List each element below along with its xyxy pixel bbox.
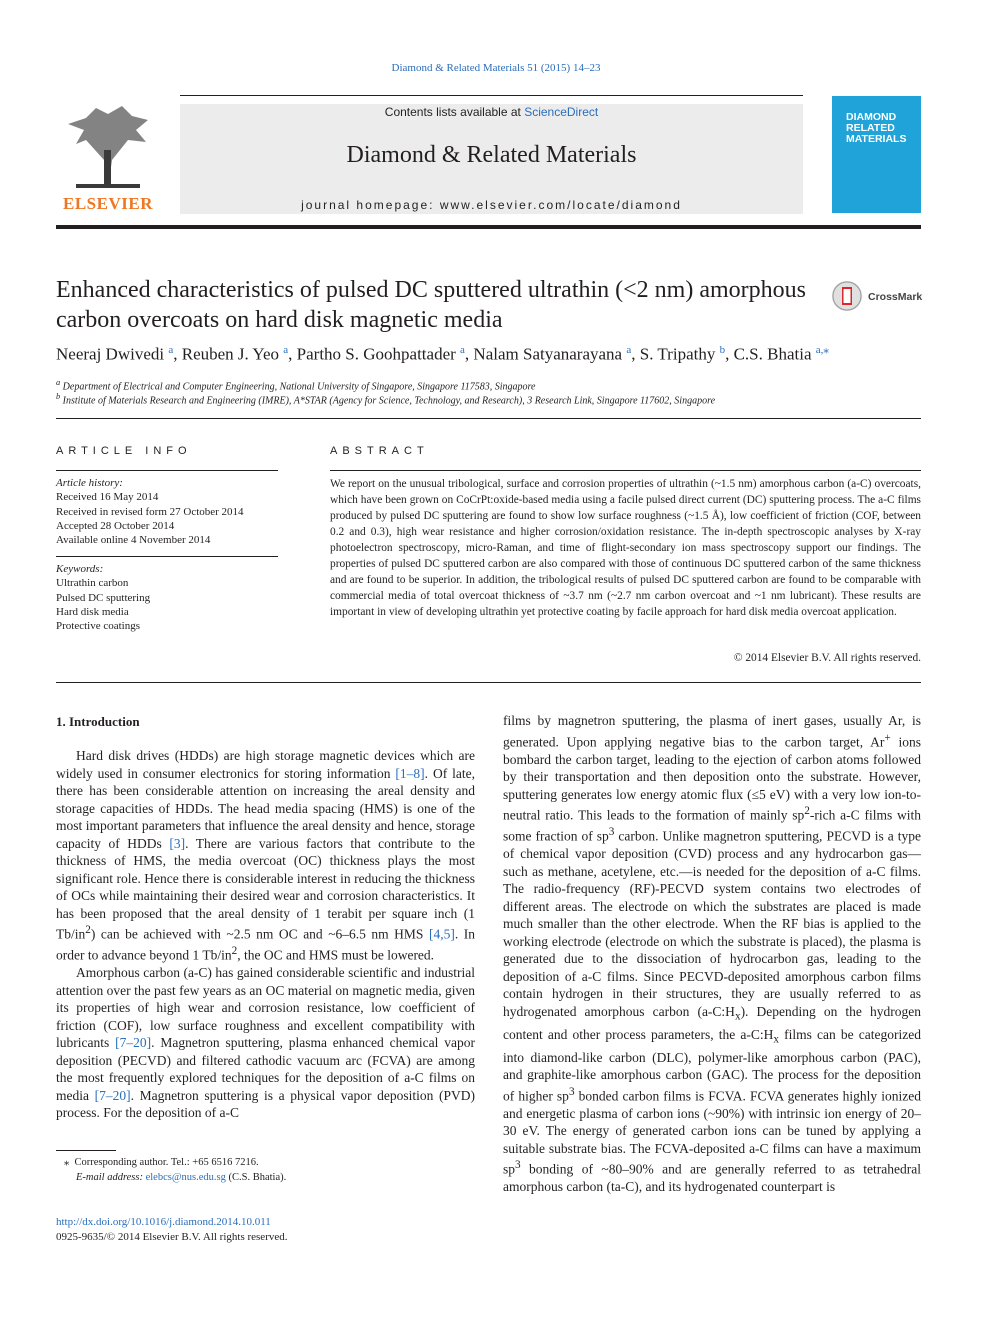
citation-link[interactable]: [3] <box>169 835 186 851</box>
author-separator: , <box>631 344 640 364</box>
cover-title-line: RELATED <box>846 122 895 134</box>
superscript: 3 <box>515 1159 521 1172</box>
article-info-heading: ARTICLE INFO <box>56 445 192 457</box>
superscript: 3 <box>608 826 615 838</box>
cover-title-line: DIAMOND <box>846 111 897 123</box>
text-run: films can be categorized into diamond-like carbon (DLC), polymer-like amorphous carbon (PAC), and graphite-like amorphous carbon (GAC). The process for the deposition of higher sp <box>503 1026 921 1104</box>
section-heading-introduction: 1. Introduction <box>56 714 140 729</box>
text-run: ions bombard the carbon target, leading to the ejection of carbon atoms followed by their transportation and then deposition onto the substrate. However, sputtering generates low energy atomic flux (≤5 eV) with a very low ion-to-neutral ratio. This leads to the formation of mainly sp <box>503 734 922 823</box>
text-run: ). Depending on the hydrogen content and other process parameters, the a-C:H <box>503 1003 921 1042</box>
affiliation-rule <box>56 418 921 419</box>
superscript: 2 <box>804 805 810 817</box>
crossmark-icon[interactable] <box>832 281 862 311</box>
superscript: + <box>884 731 891 744</box>
sciencedirect-link[interactable]: ScienceDirect <box>524 105 599 119</box>
email-link[interactable]: elebcs@nus.edu.sg <box>145 1172 226 1183</box>
keywords-block <box>56 562 278 633</box>
online-date: Available online 4 November 2014 <box>56 534 211 547</box>
author-separator: , <box>288 344 297 364</box>
author-name[interactable]: Reuben J. Yeo <box>181 344 280 364</box>
author-affiliation-mark[interactable]: a <box>168 344 174 356</box>
journal-citation-link[interactable]: Diamond & Related Materials 51 (2015) 14–23 <box>391 62 601 74</box>
author-separator: , <box>725 344 734 364</box>
text-run: bonding of ~80–90% and are generally referred to as tetrahedral amorphous carbon (ta-C), and its hydrogenated counterpart is <box>503 1161 921 1195</box>
author-name[interactable]: Nalam Satyanarayana <box>473 344 623 364</box>
article-history <box>56 476 278 547</box>
doi-block <box>56 1215 288 1245</box>
issn-copyright: 0925-9635/© 2014 Elsevier B.V. All rights reserved. <box>56 1231 288 1243</box>
superscript: 3 <box>568 1085 575 1098</box>
author-name[interactable]: Partho S. Goohpattader <box>296 344 456 364</box>
journal-homepage[interactable]: journal homepage: www.elsevier.com/locate/diamond <box>301 198 682 212</box>
author-affiliation-mark[interactable]: b <box>719 344 726 356</box>
article-info-rule <box>56 470 278 471</box>
text-run: -rich a-C films with some fraction of sp <box>503 807 921 844</box>
contents-prefix: Contents lists available at <box>384 105 525 119</box>
author-affiliation-mark[interactable]: a <box>626 344 632 356</box>
abstract-bottom-rule <box>56 682 921 683</box>
keywords-rule <box>56 556 278 557</box>
affiliation-b <box>56 392 936 406</box>
author-name[interactable]: C.S. Bhatia <box>733 344 812 364</box>
accepted-date: Accepted 28 October 2014 <box>56 519 175 532</box>
header-rule-thin <box>180 95 803 96</box>
text-run: ) can be achieved with ~2.5 nm OC and ~6–6.5 nm HMS <box>90 926 429 942</box>
paragraph <box>56 964 475 1122</box>
citation-link[interactable]: [4,5] <box>428 926 455 942</box>
footnote-rule <box>56 1150 116 1151</box>
author-separator: , <box>173 344 182 364</box>
header-rule-thick <box>56 225 921 229</box>
footnote-mark: ⁎ <box>64 1157 70 1168</box>
abstract-text: We report on the unusual tribological, surface and corrosion properties of ultrathin (~1.5 nm) amorphous carbon (a-C) overcoats, which have been grown on CoCrPt:oxide-based media using a facile pulsed direct current (DC) sputtering process. The a-C films produced by pulsed DC sputtering are found to show low surface roughness (~1.5 Å), low coefficient of friction (COF, between 0.2 and 0.3), high wear resistance and higher corrosion/oxidation resistance. The in-depth spectroscopic analyses by X-ray photoelectron spectroscopy, micro-Raman, and time of flight-secondary ion mass spectroscopy support our findings. The properties of pulsed DC sputtered carbon are also compared with those of continuous DC sputtered carbon of the same thickness and are found to be superior. In addition, the tribological results of pulsed DC sputtered carbon are found to be comparable with commercial media of total overcoat thickness of ~3.7 nm (~2.7 nm carbon overcoat and ~1 nm lubricant). These results are important in view of developing ultrathin yet protective coating by facile approach for hard disk media overcoat application. <box>330 478 921 618</box>
elsevier-wordmark: ELSEVIER <box>63 194 153 213</box>
paragraph <box>56 747 475 964</box>
affiliation-a <box>56 378 936 392</box>
contents-line <box>180 105 803 119</box>
article-title: Enhanced characteristics of pulsed DC sputtered ultrathin (<2 nm) amorphous carbon overcoats on hard disk magnetic media <box>56 277 806 333</box>
received-date: Received 16 May 2014 <box>56 491 159 504</box>
text-run: . Of late, there has been considerable attention on increasing the areal density and storage capacities of HDDs. The head media spacing (HMS) is one of the most important parameters that influence the areal density and hence, storage capacity of HDDs <box>56 765 476 851</box>
paragraph <box>503 712 921 1196</box>
email-label: E-mail address: <box>76 1172 143 1183</box>
text-run: . In order to advance beyond 1 Tb/in <box>56 926 476 963</box>
email-note <box>56 1170 475 1185</box>
keyword: Pulsed DC sputtering <box>56 591 151 604</box>
journal-title: Diamond & Related Materials <box>346 142 637 168</box>
text-run: . Magnetron sputtering is a physical vapor deposition (PVD) process. For the deposition of a-C <box>56 1087 475 1120</box>
affiliation-text: Institute of Materials Research and Engineering (IMRE), A*STAR (Agency for Science, Technology, and Research), 3 Research Link, Singapore 117602, Singapore <box>62 395 716 407</box>
footnote <box>56 1155 475 1185</box>
text-run: . There are various factors that contribute to the thickness of HMS, the media overcoat (OC) thickness plays the most significant role. Hence there is considerable interest in reducing the thickness of OCs while maintaining their desired wear and corrosion characteristics. It has been proposed that the areal density of 1 terabit per square inch (1 Tb/in <box>56 835 475 942</box>
keyword: Ultrathin carbon <box>56 577 129 590</box>
abstract-copyright: © 2014 Elsevier B.V. All rights reserved. <box>733 652 921 664</box>
text-run: bonded carbon films is FCVA. FCVA generates highly ionized and energetic plasma of carbon ions (~90%) with intrinsic ion energy of 20–30 eV. The energy of generated carbon ions can be tuned by applying a suitable substrate bias. The FCVA-deposited a-C films can have a maximum sp <box>503 1088 921 1177</box>
subscript: x <box>773 1033 779 1046</box>
text-run: . Magnetron sputtering, plasma enhanced chemical vapor deposition (PECVD) and filtered cathodic vacuum arc (FCVA) are among the most frequently explored techniques for the deposition of a-C films on media <box>56 1035 475 1103</box>
author-separator: , <box>464 344 474 364</box>
cover-title-line: MATERIALS <box>846 133 907 145</box>
keyword: Hard disk media <box>56 605 129 618</box>
keywords-label: Keywords: <box>56 563 104 575</box>
subscript: x <box>734 1010 741 1023</box>
revised-date: Received in revised form 27 October 2014 <box>56 505 244 518</box>
superscript: 2 <box>231 945 238 957</box>
crossmark-label[interactable]: CrossMark <box>868 291 923 303</box>
body-column-left <box>56 747 475 1122</box>
author-affiliation-mark[interactable]: a <box>460 344 465 356</box>
author-affiliation-mark[interactable]: a <box>283 344 289 356</box>
text-run: Hard disk drives (HDDs) are high storage magnetic devices which are widely used in consumer electronics for storing information <box>56 748 475 781</box>
keyword: Protective coatings <box>56 620 141 633</box>
superscript: 2 <box>85 924 91 936</box>
abstract-rule <box>330 470 921 471</box>
history-label: Article history: <box>56 477 123 489</box>
text-run: carbon. Unlike magnetron sputtering, PECVD is a type of chemical vapor deposition (CVD) process and any hydrocarbon gas—such as methane, acetylene, etc.—is needed for the deposition of a-C films. The radio-frequency (RF)-PECVD system contains two electrodes of different areas. The electrode on which the substrates are placed is made much smaller than the other electrode. When the RF bias is applied to the working electrode (electrode on which the substrate is placed), the plasma is generated due to the dissociation of hydrocarbon gas, leading to the deposition of a-C films. Since PECVD-deposited amorphous carbon films contain hydrogen in their structures, they are usually referred to as hydrogenated amorphous carbon (a-C:H <box>503 828 921 1019</box>
affiliation-text: Department of Electrical and Computer Engineering, National University of Singapore, Singapore 117583, Singapore <box>62 381 536 393</box>
text-run: films by magnetron sputtering, the plasma of inert gases, usually Ar, is generated. Upon applying negative bias to the carbon target, Ar <box>503 713 921 749</box>
crossmark-glyph-icon <box>832 281 862 311</box>
email-suffix: (C.S. Bhatia). <box>228 1172 287 1183</box>
citation-link[interactable]: [7–20] <box>115 1035 152 1050</box>
corresponding-author-text: Corresponding author. Tel.: +65 6516 7216. <box>74 1157 259 1168</box>
doi-link[interactable]: http://dx.doi.org/10.1016/j.diamond.2014.10.011 <box>56 1216 271 1228</box>
abstract-heading: ABSTRACT <box>330 445 429 457</box>
author-name[interactable]: S. Tripathy <box>639 344 716 364</box>
author-affiliation-mark[interactable]: a,⁎ <box>815 344 829 356</box>
text-run: Amorphous carbon (a-C) has gained considerable scientific and industrial attention over the past few years as an OC material on magnetic media, given its properties of high wear and corrosion resistance, low coefficient of friction (COF), low surface roughness and excellent compatibility with lubricants <box>56 965 475 1050</box>
affiliation-mark: b <box>56 392 61 401</box>
text-run: , the OC and HMS must be lowered. <box>237 947 435 963</box>
citation-link[interactable]: [7–20] <box>94 1087 131 1103</box>
author-list <box>56 343 956 365</box>
body-column-right <box>503 712 921 1196</box>
citation-link[interactable]: [1–8] <box>395 765 425 781</box>
corresponding-author-note <box>56 1155 475 1170</box>
author-name[interactable]: Neeraj Dwivedi <box>56 344 165 364</box>
affiliation-mark: a <box>56 378 61 387</box>
cover-title <box>846 112 916 145</box>
